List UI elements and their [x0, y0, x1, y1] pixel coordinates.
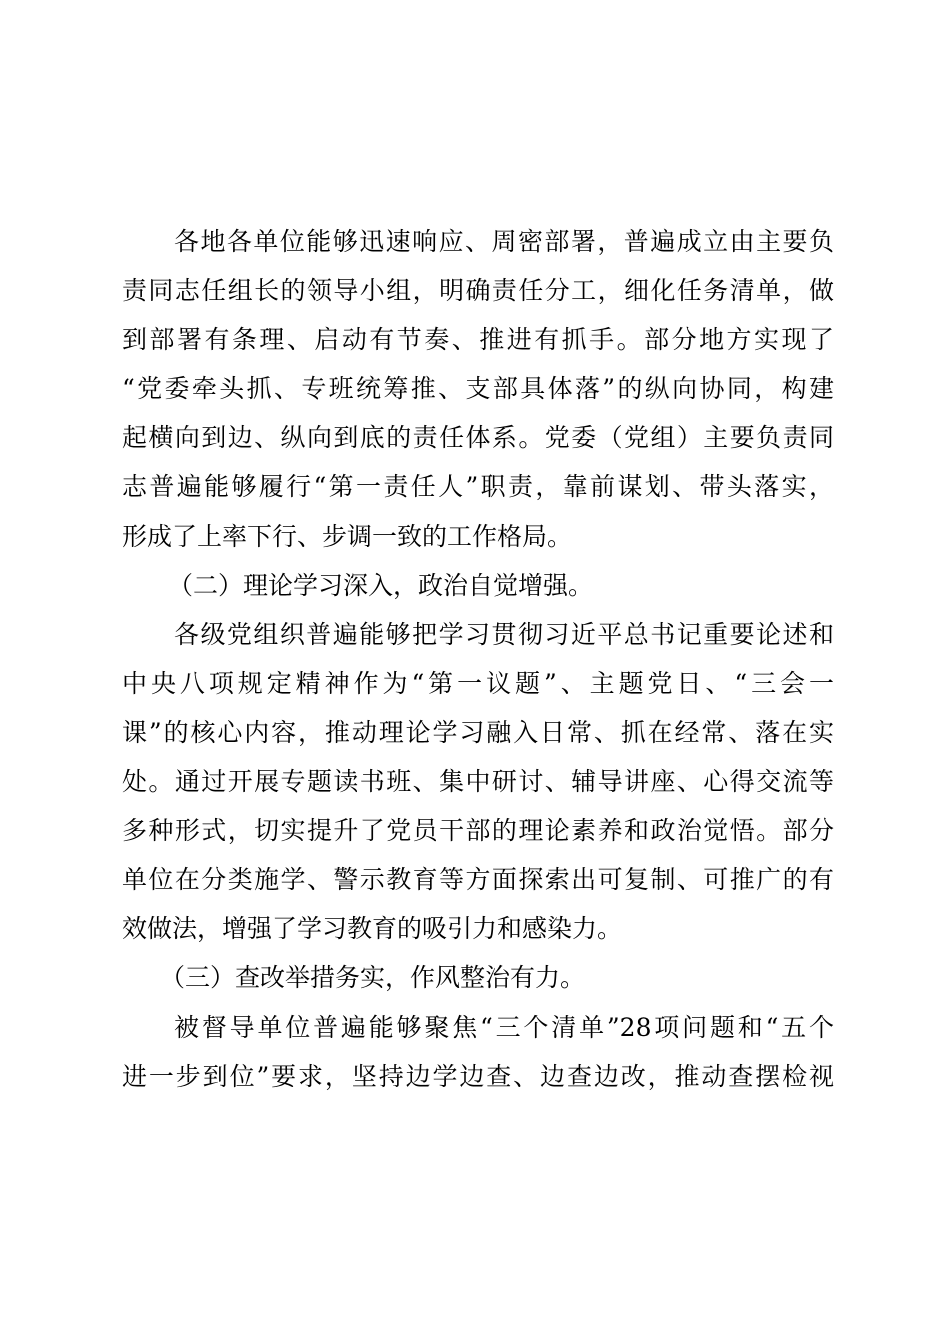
paragraph-2-line-1: 各级党组织普遍能够把学习贯彻习近平总书记重要论述和 — [174, 619, 834, 649]
section-heading-2: （二）理论学习深入，政治自觉增强。 — [168, 570, 594, 600]
paragraph-1-line-6: 志普遍能够履行“第一责任人”职责，靠前谋划、带头落实， — [122, 472, 834, 502]
paragraph-2-line-3: 课”的核心内容，推动理论学习融入日常、抓在经常、落在实 — [122, 717, 834, 747]
paragraph-1-line-7: 形成了上率下行、步调一致的工作格局。 — [122, 521, 573, 551]
paragraph-2-line-7: 效做法，增强了学习教育的吸引力和感染力。 — [122, 914, 623, 944]
paragraph-2-line-4: 处。通过开展专题读书班、集中研讨、辅导讲座、心得交流等 — [122, 767, 834, 797]
paragraph-2-line-6: 单位在分类施学、警示教育等方面探索出可复制、可推广的有 — [122, 865, 834, 895]
paragraph-3-line-1: 被督导单位普遍能够聚焦“三个清单”28项问题和“五个 — [174, 1012, 834, 1042]
paragraph-3-line-2: 进一步到位”要求，坚持边学边查、边查边改，推动查摆检视 — [122, 1061, 834, 1091]
document-body — [122, 217, 834, 1101]
paragraph-1-line-1: 各地各单位能够迅速响应、周密部署，普遍成立由主要负 — [174, 227, 834, 256]
paragraph-1-line-4: “党委牵头抓、专班统筹推、支部具体落”的纵向协同，构建 — [122, 374, 834, 404]
section-heading-3: （三）查改举措务实，作风整治有力。 — [160, 963, 586, 993]
paragraph-1-line-2: 责同志任组长的领导小组，明确责任分工，细化任务清单，做 — [122, 276, 834, 306]
paragraph-1-line-3: 到部署有条理、启动有节奏、推进有抓手。部分地方实现了 — [122, 325, 834, 355]
paragraph-2-line-5: 多种形式，切实提升了党员干部的理论素养和政治觉悟。部分 — [122, 816, 834, 846]
paragraph-1-line-5: 起横向到边、纵向到底的责任体系。党委（党组）主要负责同 — [122, 423, 834, 453]
paragraph-2-line-2: 中央八项规定精神作为“第一议题”、主题党日、“三会一 — [122, 668, 834, 698]
